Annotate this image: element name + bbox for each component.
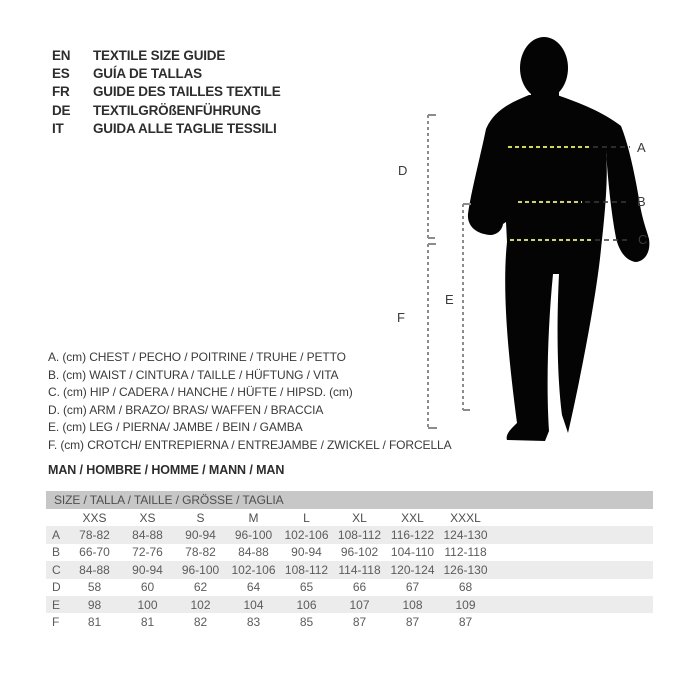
row-label: D: [52, 580, 61, 595]
label-B: B: [637, 194, 646, 209]
measurement-legend: [48, 349, 452, 455]
cell: 84-88: [79, 562, 110, 577]
lang-code: FR: [52, 84, 70, 100]
cell: 82: [193, 615, 208, 630]
cell: 98: [87, 597, 102, 612]
leg-measure-guide: [463, 204, 471, 410]
cell: 108: [402, 597, 423, 612]
man-silhouette: [468, 37, 649, 441]
lang-title: TEXTILE SIZE GUIDE: [93, 47, 226, 63]
cell: 81: [140, 615, 155, 630]
row-label: A: [52, 528, 61, 543]
cell: 102-106: [231, 562, 276, 577]
cell: 83: [246, 615, 261, 630]
cell: 90-94: [291, 545, 322, 560]
legend-line-f: F. (cm) CROTCH/ ENTREPIERNA / ENTREJAMBE / ZWICKEL / FORCELLA: [48, 437, 452, 452]
label-E: E: [445, 292, 454, 307]
cell: 62: [193, 580, 208, 595]
cell: 124-130: [443, 528, 488, 543]
cell: 87: [458, 615, 473, 630]
cell: 84-88: [238, 545, 269, 560]
cell: 102-106: [284, 528, 329, 543]
row-label: E: [52, 597, 61, 612]
cell: 104-110: [390, 545, 435, 560]
cell: 67: [405, 580, 420, 595]
cell: 96-100: [181, 562, 220, 577]
cell: 81: [87, 615, 102, 630]
cell: 66: [352, 580, 367, 595]
legend-line-e: E. (cm) LEG / PIERNA/ JAMBE / BEIN / GAMBA: [48, 420, 303, 435]
legend-line-b: B. (cm) WAIST / CINTURA / TAILLE / HÜFTUNG / VITA: [48, 367, 339, 382]
cell: 68: [458, 580, 473, 595]
cell: 116-122: [390, 528, 435, 543]
cell: 104: [243, 597, 264, 612]
col-xxxl: XXXL: [450, 510, 481, 525]
arm-measure-guide: [428, 115, 436, 238]
cell: 112-118: [444, 545, 487, 560]
cell: 126-130: [443, 562, 488, 577]
table-row-a: [46, 526, 653, 543]
col-xxs: XXS: [82, 510, 107, 525]
cell: 100: [137, 597, 158, 612]
cell: 96-100: [234, 528, 273, 543]
col-l: L: [303, 510, 310, 525]
cell: 109: [455, 597, 476, 612]
cell: 108-112: [284, 562, 329, 577]
table-row-f: [46, 613, 653, 630]
lang-title: GUÍA DE TALLAS: [93, 66, 202, 82]
cell: 108-112: [337, 528, 382, 543]
cell: 102: [190, 597, 211, 612]
table-row-c: [46, 561, 653, 578]
category-man-line: MAN / HOMBRE / HOMME / MANN / MAN: [48, 463, 285, 477]
lang-code: IT: [52, 121, 64, 137]
lang-code: DE: [52, 102, 71, 118]
lang-title: GUIDA ALLE TAGLIE TESSILI: [93, 121, 277, 137]
cell: 65: [299, 580, 314, 595]
size-column-header-row: [46, 509, 653, 526]
legend-line-c: C. (cm) HIP / CADERA / HANCHE / HÜFTE / HIPSD. (cm): [48, 385, 353, 400]
label-A: A: [637, 140, 646, 155]
cell: 96-102: [340, 545, 379, 560]
cell: 106: [296, 597, 317, 612]
lang-code: ES: [52, 66, 70, 82]
cell: 87: [405, 615, 420, 630]
table-row-e: [46, 596, 653, 613]
cell: 64: [246, 580, 261, 595]
table-row-b: [46, 544, 653, 561]
cell: 120-124: [390, 562, 435, 577]
label-C: C: [638, 232, 648, 247]
cell: 66-70: [79, 545, 110, 560]
col-s: S: [196, 510, 205, 525]
size-table: [46, 491, 653, 631]
table-row-d: [46, 579, 653, 596]
cell: 87: [352, 615, 367, 630]
cell: 107: [349, 597, 370, 612]
row-label: B: [52, 545, 61, 560]
col-xxl: XXL: [401, 510, 424, 525]
cell: 78-82: [185, 545, 216, 560]
cell: 78-82: [79, 528, 110, 543]
cell: 85: [299, 615, 314, 630]
size-table-header: SIZE / TALLA / TAILLE / GRÖSSE / TAGLIA: [46, 491, 653, 509]
cell: 60: [140, 580, 155, 595]
cell: 72-76: [132, 545, 163, 560]
lang-code: EN: [52, 47, 71, 63]
cell: 114-118: [338, 562, 381, 577]
row-label: F: [52, 615, 60, 630]
lang-title: GUIDE DES TAILLES TEXTILE: [93, 84, 281, 100]
legend-line-a: A. (cm) CHEST / PECHO / POITRINE / TRUHE / PETTO: [48, 350, 346, 364]
legend-line-d: D. (cm) ARM / BRAZO/ BRAS/ WAFFEN / BRACCIA: [48, 402, 324, 417]
cell: 84-88: [132, 528, 163, 543]
cell: 90-94: [185, 528, 216, 543]
col-xs: XS: [139, 510, 156, 525]
cell: 90-94: [132, 562, 163, 577]
col-m: M: [248, 510, 259, 525]
label-D: D: [398, 163, 408, 178]
lang-title: TEXTILGRÖßENFÜHRUNG: [93, 102, 261, 118]
col-xl: XL: [352, 510, 367, 525]
label-F: F: [397, 310, 405, 325]
row-label: C: [52, 562, 61, 577]
cell: 58: [87, 580, 102, 595]
